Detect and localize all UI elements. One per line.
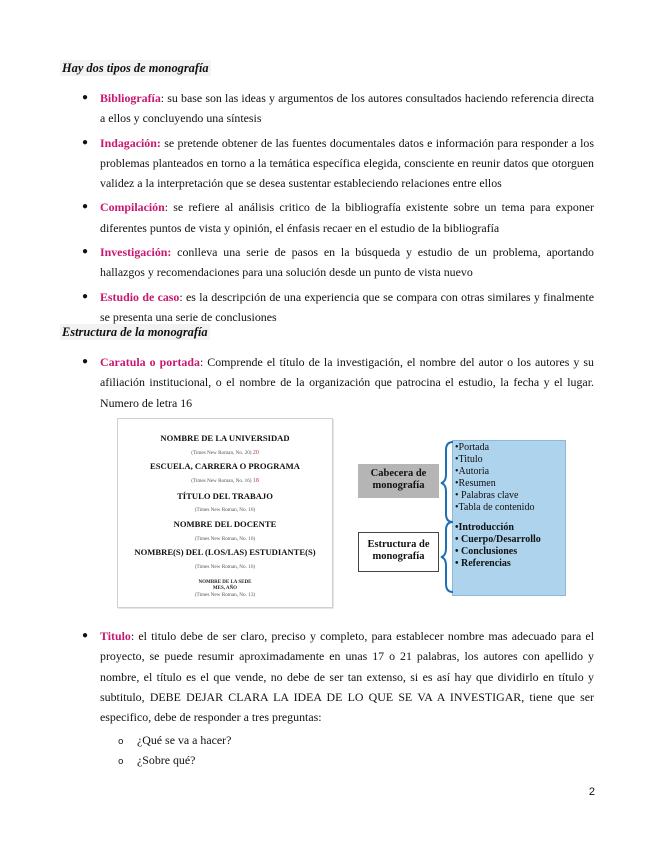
cover-trabajo: TÍTULO DEL TRABAJO <box>177 491 273 501</box>
cover-page-example <box>117 418 333 608</box>
estructura-items <box>455 522 541 570</box>
cabecera-item: •Portada <box>455 442 490 453</box>
term-separator: : <box>199 355 204 369</box>
estructura-item: • Cuerpo/Desarrollo <box>455 533 541 545</box>
circle-bullet-icon: o <box>118 757 124 767</box>
cabecera-item: •Tabla de contenido <box>455 501 535 513</box>
bullet-icon: ● <box>82 290 89 302</box>
term: Bibliografía <box>100 91 161 105</box>
brace-icon <box>440 440 454 594</box>
term-separator: : <box>179 289 183 304</box>
cabecera-item: •Titulo <box>455 453 483 465</box>
section-heading-estructura: Estructura de la monografía <box>62 325 208 339</box>
bullet-icon: ● <box>82 356 89 367</box>
cover-universidad <box>118 433 332 443</box>
cabecera-item: • Palabras clave <box>455 489 519 501</box>
circle-bullet-icon: o <box>118 737 124 747</box>
section-heading-tipos: Hay dos tipos de monografía <box>62 61 209 75</box>
list-item <box>82 626 594 727</box>
estructura-list <box>82 352 594 417</box>
item-text: se refiere al análisis critico de la bibliografía existente sobre un tema para exponer diferentes puntos de vista y opinión, el énfasis recaer en el estudio de la bibliografía <box>100 200 594 235</box>
cover-docente: NOMBRE DEL DOCENTE <box>173 519 277 529</box>
estructura-item: •Introducción <box>455 522 514 533</box>
cover-note-text: (Times New Roman, No. 20) <box>191 450 252 456</box>
term: Estudio de caso <box>100 289 180 304</box>
cover-universidad-note <box>118 450 332 456</box>
list-item <box>82 242 594 283</box>
cabecera-label: Cabecera de monografía <box>358 464 439 498</box>
bullet-icon: ● <box>82 630 89 641</box>
list-item <box>82 133 594 194</box>
cover-sede: NOMBRE DE LA SEDE <box>198 580 252 585</box>
cover-escuela-note <box>118 478 332 484</box>
list-item <box>82 352 594 413</box>
term: Caratula o portada <box>100 355 200 369</box>
cover-trabajo-note: (Times New Roman, No. 16) <box>194 507 256 513</box>
cover-universidad-text: NOMBRE DE LA UNIVERSIDAD <box>160 433 290 443</box>
page-number: 2 <box>588 786 595 798</box>
bullet-icon: ● <box>82 201 89 213</box>
term: Investigación: <box>100 245 172 260</box>
list-item <box>82 88 594 129</box>
item-text: Comprende el título de la investigación, el nombre del autor o los autores y su afiliación institucional, o el nombre de la organización que patrocina el estudio, la fecha y el lugar. Numero de letra 16 <box>100 355 594 410</box>
tipos-list <box>82 88 594 331</box>
list-item <box>82 197 594 238</box>
item-text: su base son las ideas y argumentos de los autores consultados haciendo referencia directa a ellos y concluyendo una síntesis <box>100 91 594 126</box>
item-text: conlleva una serie de pasos en la búsqueda y estudio de un problema, aportando hallazgos y recomendaciones para una solución desde un punto de vista nuevo <box>100 245 594 280</box>
cover-sede-note: (Times New Roman, No. 13) <box>194 592 256 598</box>
list-item <box>82 287 594 328</box>
bullet-icon: ● <box>82 246 89 258</box>
question-text: ¿Sobre qué? <box>137 753 196 767</box>
term: Indagación: <box>100 135 161 150</box>
structure-diagram <box>352 438 590 598</box>
term-separator: : <box>160 91 165 105</box>
bullet-icon: ● <box>82 92 89 103</box>
term-separator: : <box>130 629 135 643</box>
estructura-item: • Referencias <box>455 557 511 569</box>
cover-docente-note: (Times New Roman, No. 16) <box>194 536 256 542</box>
cover-estudiantes-note: (Times New Roman, No. 16) <box>194 564 256 570</box>
term-separator: : <box>164 200 169 215</box>
question-item <box>118 730 231 752</box>
handwritten-mark: 20 <box>252 450 259 456</box>
cover-fecha: MES, AÑO <box>212 586 238 591</box>
item-text: se pretende obtener de las fuentes documentales datos e información para responder a los problemas planteados en torno a la temática específica elegida, consciente en reunir datos que otorguen validez a la interpretación que se desea sustentar estableciendo relaciones entre ellos <box>100 135 594 191</box>
handwritten-mark: 18 <box>252 478 259 484</box>
estructura-label: Estructura de monografía <box>358 532 439 572</box>
bullet-icon: ● <box>82 136 89 148</box>
titulo-list <box>82 626 594 731</box>
cover-note-text: (Times New Roman, No. 16) <box>191 478 252 484</box>
term: Titulo <box>100 629 131 643</box>
question-item <box>118 750 195 772</box>
item-text: es la descripción de una experiencia que se compara con otras similares y finalmente se presenta una serie de conclusiones <box>100 289 594 324</box>
question-text: ¿Qué se va a hacer? <box>137 733 232 747</box>
term: Compilación <box>100 200 165 215</box>
item-text: el titulo debe de ser claro, preciso y completo, para establecer nombre mas adecuado para el proyecto, se puede resumir aproximadamente en unas 17 o 21 palabras, los autores con apellido y nombre, el título es el que vende, no debe de ser tan extenso, si es así hay que dividirlo en título y subtitulo, DEBE DEJAR CLARA LA IDEA DE LO QUE SE VA A INVESTIGAR, tiene que ser especifico, debe de responder a tres preguntas: <box>100 629 594 725</box>
cover-estudiantes: NOMBRE(S) DEL (LOS/LAS) ESTUDIANTE(S) <box>134 547 316 557</box>
cabecera-items <box>455 442 534 513</box>
estructura-item: • Conclusiones <box>455 545 518 557</box>
cabecera-item: •Resumen <box>455 477 496 489</box>
cover-escuela: ESCUELA, CARRERA O PROGRAMA <box>150 461 300 471</box>
cabecera-item: •Autoria <box>455 465 490 477</box>
